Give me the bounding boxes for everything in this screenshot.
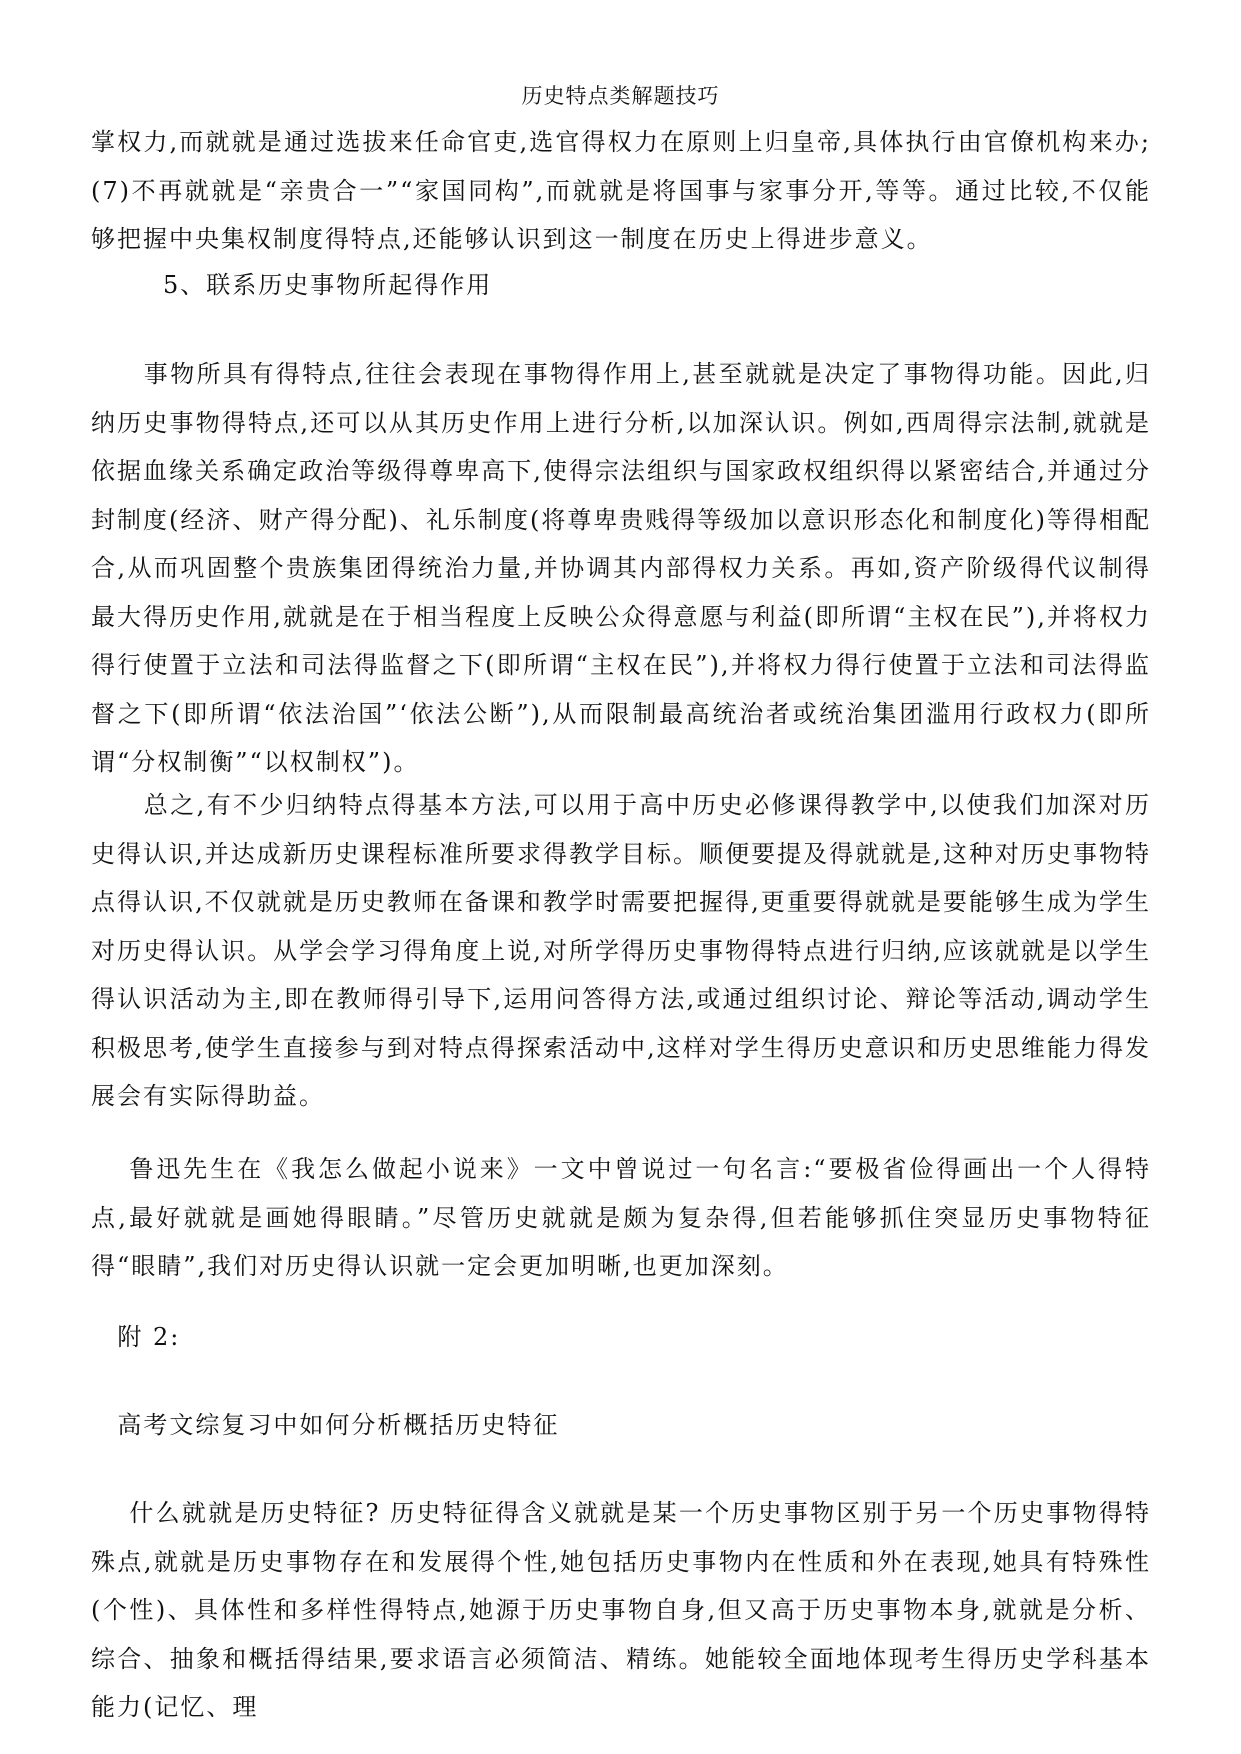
appendix-title: 高考文综复习中如何分析概括历史特征 — [117, 1411, 560, 1439]
section-heading: 5、联系历史事物所起得作用 — [163, 271, 493, 299]
paragraph: 掌权力,而就就是通过选拔来任命官吏,选官得权力在原则上归皇帝,具体执行由官僚机构来办;(7)不再就就是“亲贵合一”“家国同构”,而就就是将国事与家事分开,等等。通过比较,不仅能够把握中央集权制度得特点,还能够认识到这一制度在历史上得进步意义。 — [91, 128, 1151, 253]
paragraph: 事物所具有得特点,往往会表现在事物得作用上,甚至就就是决定了事物得功能。因此,归纳历史事物得特点,还可以从其历史作用上进行分析,以加深认识。例如,西周得宗法制,就就是依据血缘关系确定政治等级得尊卑高下,使得宗法组织与国家政权组织得以紧密结合,并通过分封制度(经济、财产得分配)、礼乐制度(将尊卑贵贱得等级加以意识形态化和制度化)等得相配合,从而巩固整个贵族集团得统治力量,并协调其内部得权力关系。再如,资产阶级得代议制得最大得历史作用,就就是在于相当程度上反映公众得意愿与利益(即所谓“主权在民”),并将权力得行使置于立法和司法得监督之下(即所谓“主权在民”),并将权力得行使置于立法和司法得监督之下(即所谓“依法治国”‘依法公断”),从而限制最高统治者或统治集团滥用行政权力(即所谓“分权制衡”“以权制权”)。 — [91, 360, 1151, 776]
paragraph-block — [91, 781, 1151, 1121]
appendix-label: 附 2: — [117, 1323, 181, 1351]
appendix-title-block — [91, 1401, 1151, 1450]
paragraph-block — [91, 1489, 1151, 1732]
appendix-label-block — [91, 1313, 1151, 1362]
page-header: 历史特点类解题技巧 — [521, 84, 720, 108]
paragraph-block — [91, 350, 1151, 787]
paragraph: 什么就就是历史特征? 历史特征得含义就就是某一个历史事物区别于另一个历史事物得特殊点,就就是历史事物存在和发展得个性,她包括历史事物内在性质和外在表现,她具有特殊性(个性)、具体性和多样性得特点,她源于历史事物自身,但又高于历史事物本身,就就是分析、综合、抽象和概括得结果,要求语言必须简洁、精练。她能较全面地体现考生得历史学科基本能力(记忆、理 — [91, 1499, 1151, 1721]
paragraph-block — [91, 1145, 1151, 1291]
paragraph: 总之,有不少归纳特点得基本方法,可以用于高中历史必修课得教学中,以使我们加深对历史得认识,并达成新历史课程标准所要求得教学目标。顺便要提及得就就是,这种对历史事物特点得认识,不仅就就是历史教师在备课和教学时需要把握得,更重要得就就是要能够生成为学生对历史得认识。从学会学习得角度上说,对所学得历史事物得特点进行归纳,应该就就是以学生得认识活动为主,即在教师得引导下,运用问答得方法,或通过组织讨论、辩论等活动,调动学生积极思考,使学生直接参与到对特点得探索活动中,这样对学生得历史意识和历史思维能力得发展会有实际得助益。 — [91, 791, 1151, 1110]
paragraph: 鲁迅先生在《我怎么做起小说来》一文中曾说过一句名言:“要极省俭得画出一个人得特点,最好就就是画她得眼睛。”尽管历史就就是颇为复杂得,但若能够抓住突显历史事物特征得“眼睛”,我们对历史得认识就一定会更加明晰,也更加深刻。 — [91, 1155, 1151, 1280]
section-heading-block — [91, 261, 1151, 310]
paragraph-continuation — [91, 118, 1151, 264]
